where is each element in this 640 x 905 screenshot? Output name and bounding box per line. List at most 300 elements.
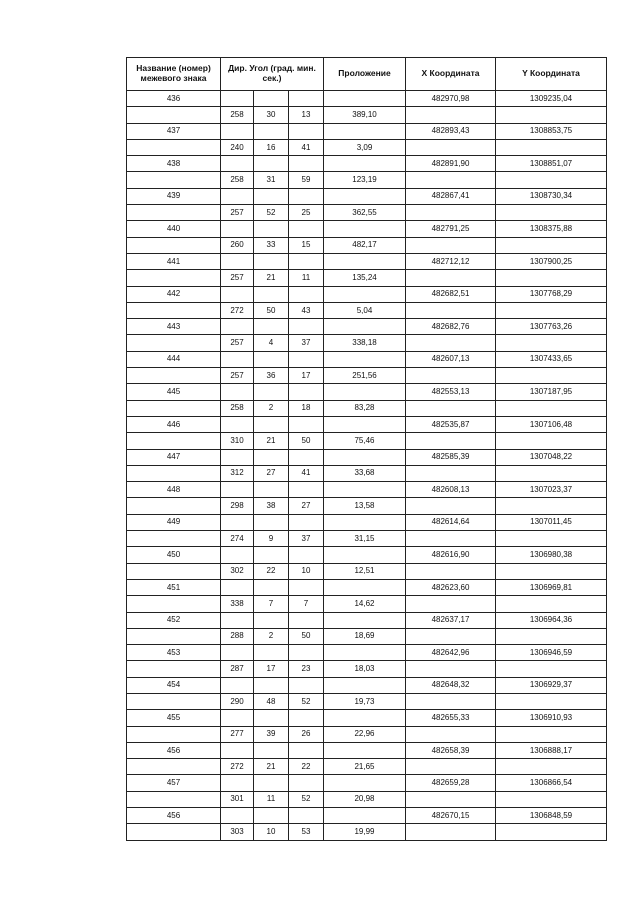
point-row (127, 253, 607, 269)
empty-cell (289, 547, 324, 563)
angle-minutes: 7 (254, 596, 289, 612)
empty-cell (254, 645, 289, 661)
empty-cell (254, 742, 289, 758)
empty-cell (221, 742, 254, 758)
y-coordinate: 1306866,54 (496, 775, 607, 791)
empty-cell (406, 759, 496, 775)
empty-cell (221, 384, 254, 400)
angle-seconds: 23 (289, 661, 324, 677)
point-row (127, 645, 607, 661)
angle-degrees: 301 (221, 791, 254, 807)
empty-cell (254, 253, 289, 269)
empty-cell (496, 628, 607, 644)
empty-cell (324, 742, 406, 758)
point-name: 437 (127, 123, 221, 139)
segment-distance: 19,99 (324, 824, 406, 840)
empty-cell (221, 808, 254, 824)
empty-cell (406, 693, 496, 709)
empty-cell (406, 433, 496, 449)
segment-distance: 251,56 (324, 368, 406, 384)
empty-cell (221, 710, 254, 726)
point-row (127, 123, 607, 139)
point-name: 438 (127, 156, 221, 172)
x-coordinate: 482585,39 (406, 449, 496, 465)
empty-cell (496, 302, 607, 318)
empty-cell (496, 368, 607, 384)
point-row (127, 579, 607, 595)
segment-distance: 362,55 (324, 205, 406, 221)
empty-cell (324, 775, 406, 791)
empty-cell (289, 156, 324, 172)
angle-seconds: 17 (289, 368, 324, 384)
angle-seconds: 41 (289, 139, 324, 155)
empty-cell (221, 612, 254, 628)
header-x: X Координата (406, 58, 496, 91)
angle-minutes: 10 (254, 824, 289, 840)
angle-degrees: 257 (221, 335, 254, 351)
empty-cell (324, 188, 406, 204)
point-name: 453 (127, 645, 221, 661)
angle-degrees: 287 (221, 661, 254, 677)
point-row (127, 482, 607, 498)
empty-cell (496, 498, 607, 514)
empty-cell (254, 514, 289, 530)
empty-cell (127, 791, 221, 807)
empty-cell (254, 91, 289, 107)
x-coordinate: 482682,76 (406, 319, 496, 335)
empty-cell (289, 742, 324, 758)
segment-row (127, 302, 607, 318)
x-coordinate: 482791,25 (406, 221, 496, 237)
segment-distance: 75,46 (324, 433, 406, 449)
segment-distance: 31,15 (324, 531, 406, 547)
empty-cell (127, 596, 221, 612)
y-coordinate: 1307048,22 (496, 449, 607, 465)
empty-cell (289, 91, 324, 107)
empty-cell (127, 172, 221, 188)
angle-degrees: 338 (221, 596, 254, 612)
segment-distance: 3,09 (324, 139, 406, 155)
empty-cell (324, 384, 406, 400)
empty-cell (406, 465, 496, 481)
point-row (127, 514, 607, 530)
empty-cell (254, 384, 289, 400)
point-name: 449 (127, 514, 221, 530)
angle-minutes: 50 (254, 302, 289, 318)
segment-row (127, 661, 607, 677)
empty-cell (127, 302, 221, 318)
y-coordinate: 1306980,38 (496, 547, 607, 563)
empty-cell (496, 172, 607, 188)
empty-cell (289, 775, 324, 791)
angle-degrees: 240 (221, 139, 254, 155)
x-coordinate: 482893,43 (406, 123, 496, 139)
empty-cell (496, 465, 607, 481)
empty-cell (221, 579, 254, 595)
empty-cell (324, 156, 406, 172)
empty-cell (127, 368, 221, 384)
segment-distance: 12,51 (324, 563, 406, 579)
empty-cell (127, 824, 221, 840)
point-row (127, 677, 607, 693)
empty-cell (221, 482, 254, 498)
point-name: 455 (127, 710, 221, 726)
empty-cell (221, 319, 254, 335)
y-coordinate: 1308851,07 (496, 156, 607, 172)
y-coordinate: 1307011,45 (496, 514, 607, 530)
segment-row (127, 139, 607, 155)
x-coordinate: 482642,96 (406, 645, 496, 661)
angle-degrees: 298 (221, 498, 254, 514)
segment-distance: 18,69 (324, 628, 406, 644)
empty-cell (496, 531, 607, 547)
segment-distance: 123,19 (324, 172, 406, 188)
point-row (127, 775, 607, 791)
x-coordinate: 482891,90 (406, 156, 496, 172)
y-coordinate: 1306848,59 (496, 808, 607, 824)
empty-cell (324, 579, 406, 595)
empty-cell (254, 677, 289, 693)
angle-degrees: 274 (221, 531, 254, 547)
segment-distance: 33,68 (324, 465, 406, 481)
segment-row (127, 759, 607, 775)
angle-minutes: 30 (254, 107, 289, 123)
angle-seconds: 18 (289, 400, 324, 416)
angle-degrees: 258 (221, 107, 254, 123)
y-coordinate: 1307106,48 (496, 416, 607, 432)
angle-degrees: 257 (221, 368, 254, 384)
angle-degrees: 260 (221, 237, 254, 253)
y-coordinate: 1307433,65 (496, 351, 607, 367)
header-distance: Проложение (324, 58, 406, 91)
segment-distance: 482,17 (324, 237, 406, 253)
segment-row (127, 465, 607, 481)
empty-cell (127, 498, 221, 514)
y-coordinate: 1307768,29 (496, 286, 607, 302)
empty-cell (289, 482, 324, 498)
empty-cell (289, 351, 324, 367)
empty-cell (254, 221, 289, 237)
angle-seconds: 37 (289, 531, 324, 547)
empty-cell (254, 351, 289, 367)
empty-cell (221, 547, 254, 563)
empty-cell (324, 221, 406, 237)
segment-distance: 22,96 (324, 726, 406, 742)
point-name: 454 (127, 677, 221, 693)
angle-minutes: 2 (254, 628, 289, 644)
angle-degrees: 257 (221, 205, 254, 221)
angle-seconds: 59 (289, 172, 324, 188)
empty-cell (221, 253, 254, 269)
point-row (127, 91, 607, 107)
empty-cell (289, 384, 324, 400)
table-body (127, 91, 607, 841)
empty-cell (127, 335, 221, 351)
segment-distance: 83,28 (324, 400, 406, 416)
empty-cell (127, 693, 221, 709)
empty-cell (324, 677, 406, 693)
point-row (127, 416, 607, 432)
x-coordinate: 482658,39 (406, 742, 496, 758)
point-row (127, 188, 607, 204)
empty-cell (324, 416, 406, 432)
angle-seconds: 43 (289, 302, 324, 318)
point-row (127, 808, 607, 824)
point-row (127, 710, 607, 726)
empty-cell (406, 270, 496, 286)
header-y: Y Координата (496, 58, 607, 91)
empty-cell (289, 579, 324, 595)
x-coordinate: 482623,60 (406, 579, 496, 595)
angle-seconds: 27 (289, 498, 324, 514)
empty-cell (324, 449, 406, 465)
segment-row (127, 433, 607, 449)
empty-cell (324, 482, 406, 498)
empty-cell (324, 808, 406, 824)
empty-cell (221, 514, 254, 530)
angle-degrees: 272 (221, 759, 254, 775)
y-coordinate: 1308730,34 (496, 188, 607, 204)
y-coordinate: 1307187,95 (496, 384, 607, 400)
empty-cell (254, 482, 289, 498)
point-row (127, 156, 607, 172)
x-coordinate: 482535,87 (406, 416, 496, 432)
y-coordinate: 1306964,36 (496, 612, 607, 628)
header-angle: Дир. Угол (град. мин. сек.) (221, 58, 324, 91)
empty-cell (406, 596, 496, 612)
y-coordinate: 1307763,26 (496, 319, 607, 335)
boundary-points-table (126, 57, 607, 841)
angle-degrees: 272 (221, 302, 254, 318)
segment-row (127, 205, 607, 221)
empty-cell (254, 612, 289, 628)
empty-cell (254, 123, 289, 139)
angle-minutes: 38 (254, 498, 289, 514)
empty-cell (406, 726, 496, 742)
point-row (127, 547, 607, 563)
angle-minutes: 11 (254, 791, 289, 807)
segment-row (127, 172, 607, 188)
segment-row (127, 628, 607, 644)
segment-distance: 20,98 (324, 791, 406, 807)
empty-cell (496, 270, 607, 286)
empty-cell (496, 791, 607, 807)
angle-minutes: 39 (254, 726, 289, 742)
empty-cell (254, 286, 289, 302)
empty-cell (127, 563, 221, 579)
segment-distance: 14,62 (324, 596, 406, 612)
point-row (127, 286, 607, 302)
angle-seconds: 53 (289, 824, 324, 840)
empty-cell (254, 449, 289, 465)
angle-degrees: 290 (221, 693, 254, 709)
empty-cell (127, 107, 221, 123)
empty-cell (127, 270, 221, 286)
segment-distance: 5,04 (324, 302, 406, 318)
empty-cell (324, 645, 406, 661)
segment-distance: 389,10 (324, 107, 406, 123)
y-coordinate: 1309235,04 (496, 91, 607, 107)
header-row (127, 58, 607, 91)
empty-cell (254, 579, 289, 595)
angle-minutes: 16 (254, 139, 289, 155)
angle-minutes: 33 (254, 237, 289, 253)
point-row (127, 449, 607, 465)
angle-seconds: 13 (289, 107, 324, 123)
empty-cell (289, 514, 324, 530)
x-coordinate: 482867,41 (406, 188, 496, 204)
x-coordinate: 482712,12 (406, 253, 496, 269)
empty-cell (324, 91, 406, 107)
point-name: 450 (127, 547, 221, 563)
x-coordinate: 482608,13 (406, 482, 496, 498)
empty-cell (254, 188, 289, 204)
angle-seconds: 50 (289, 433, 324, 449)
empty-cell (406, 107, 496, 123)
angle-minutes: 4 (254, 335, 289, 351)
empty-cell (406, 172, 496, 188)
angle-seconds: 10 (289, 563, 324, 579)
x-coordinate: 482648,32 (406, 677, 496, 693)
point-row (127, 319, 607, 335)
point-row (127, 351, 607, 367)
segment-row (127, 596, 607, 612)
segment-row (127, 107, 607, 123)
empty-cell (289, 710, 324, 726)
empty-cell (324, 351, 406, 367)
segment-row (127, 791, 607, 807)
empty-cell (127, 433, 221, 449)
point-row (127, 221, 607, 237)
point-name: 445 (127, 384, 221, 400)
empty-cell (324, 547, 406, 563)
empty-cell (406, 205, 496, 221)
empty-cell (406, 302, 496, 318)
point-name: 439 (127, 188, 221, 204)
empty-cell (127, 661, 221, 677)
angle-minutes: 52 (254, 205, 289, 221)
empty-cell (496, 400, 607, 416)
point-name: 443 (127, 319, 221, 335)
segment-row (127, 498, 607, 514)
angle-seconds: 52 (289, 791, 324, 807)
segment-distance: 13,58 (324, 498, 406, 514)
angle-degrees: 303 (221, 824, 254, 840)
segment-row (127, 270, 607, 286)
empty-cell (221, 123, 254, 139)
empty-cell (289, 612, 324, 628)
point-name: 436 (127, 91, 221, 107)
empty-cell (289, 286, 324, 302)
empty-cell (496, 433, 607, 449)
empty-cell (496, 563, 607, 579)
empty-cell (406, 400, 496, 416)
point-name: 456 (127, 742, 221, 758)
empty-cell (406, 237, 496, 253)
empty-cell (289, 449, 324, 465)
empty-cell (254, 416, 289, 432)
empty-cell (324, 123, 406, 139)
x-coordinate: 482616,90 (406, 547, 496, 563)
empty-cell (221, 351, 254, 367)
empty-cell (406, 139, 496, 155)
y-coordinate: 1306929,37 (496, 677, 607, 693)
x-coordinate: 482682,51 (406, 286, 496, 302)
angle-minutes: 17 (254, 661, 289, 677)
empty-cell (324, 514, 406, 530)
angle-seconds: 37 (289, 335, 324, 351)
y-coordinate: 1307900,25 (496, 253, 607, 269)
header-name: Название (номер) межевого знака (127, 58, 221, 91)
point-name: 441 (127, 253, 221, 269)
x-coordinate: 482614,64 (406, 514, 496, 530)
angle-degrees: 257 (221, 270, 254, 286)
empty-cell (127, 759, 221, 775)
empty-cell (496, 824, 607, 840)
x-coordinate: 482607,13 (406, 351, 496, 367)
empty-cell (127, 628, 221, 644)
angle-minutes: 2 (254, 400, 289, 416)
empty-cell (127, 205, 221, 221)
empty-cell (496, 661, 607, 677)
point-name: 452 (127, 612, 221, 628)
x-coordinate: 482670,15 (406, 808, 496, 824)
segment-row (127, 335, 607, 351)
point-name: 456 (127, 808, 221, 824)
segment-distance: 21,65 (324, 759, 406, 775)
empty-cell (406, 824, 496, 840)
empty-cell (221, 416, 254, 432)
angle-minutes: 27 (254, 465, 289, 481)
angle-degrees: 288 (221, 628, 254, 644)
segment-distance: 19,73 (324, 693, 406, 709)
segment-row (127, 400, 607, 416)
empty-cell (289, 221, 324, 237)
empty-cell (254, 775, 289, 791)
empty-cell (254, 319, 289, 335)
empty-cell (221, 286, 254, 302)
segment-row (127, 693, 607, 709)
empty-cell (289, 808, 324, 824)
x-coordinate: 482655,33 (406, 710, 496, 726)
angle-seconds: 50 (289, 628, 324, 644)
angle-minutes: 48 (254, 693, 289, 709)
empty-cell (127, 465, 221, 481)
empty-cell (324, 710, 406, 726)
empty-cell (406, 661, 496, 677)
empty-cell (496, 139, 607, 155)
y-coordinate: 1308375,88 (496, 221, 607, 237)
angle-seconds: 11 (289, 270, 324, 286)
angle-degrees: 312 (221, 465, 254, 481)
point-row (127, 742, 607, 758)
empty-cell (221, 677, 254, 693)
y-coordinate: 1306888,17 (496, 742, 607, 758)
y-coordinate: 1308853,75 (496, 123, 607, 139)
empty-cell (406, 335, 496, 351)
angle-seconds: 15 (289, 237, 324, 253)
y-coordinate: 1306910,93 (496, 710, 607, 726)
empty-cell (289, 253, 324, 269)
point-name: 451 (127, 579, 221, 595)
point-name: 444 (127, 351, 221, 367)
angle-minutes: 22 (254, 563, 289, 579)
segment-row (127, 368, 607, 384)
segment-row (127, 824, 607, 840)
empty-cell (221, 645, 254, 661)
angle-degrees: 258 (221, 172, 254, 188)
empty-cell (406, 531, 496, 547)
